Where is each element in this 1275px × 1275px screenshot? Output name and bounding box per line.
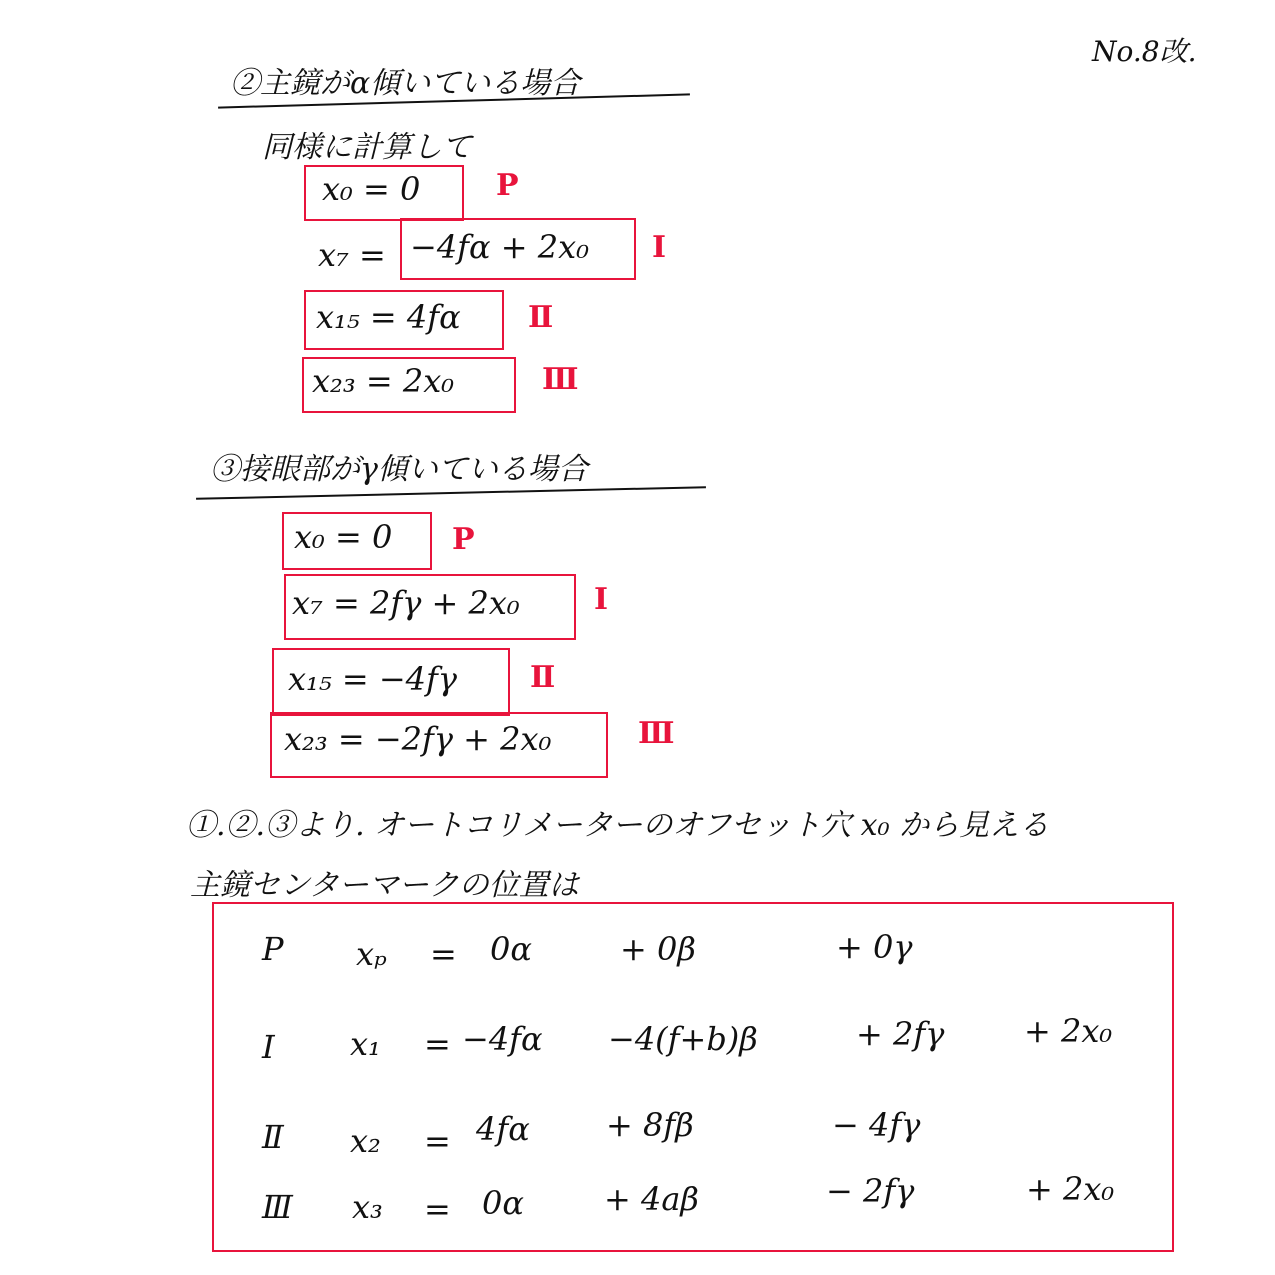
equation-lhs: x₇ =: [318, 236, 386, 274]
section2-heading: ②主鏡がα傾いている場合: [230, 66, 581, 101]
label-p: P: [496, 168, 519, 203]
conclusion-line2: 主鏡センターマークの位置は: [190, 868, 579, 903]
label-i: Ⅰ: [594, 582, 609, 617]
equation: x₂₃ = −2fγ + 2x₀: [284, 720, 552, 758]
term-gamma: − 2fγ: [826, 1172, 915, 1210]
row-label: P: [262, 930, 284, 968]
equation: x₀ = 0: [294, 518, 393, 556]
label-ii: Ⅱ: [528, 300, 554, 335]
label-p: P: [452, 522, 475, 557]
row-equals: =: [424, 1025, 451, 1063]
conclusion-line1: ①.②.③より. オートコリメーターのオフセット穴 x₀ から見える: [186, 808, 1050, 843]
equation: x₁₅ = 4fα: [316, 298, 461, 336]
row-label: Ⅱ: [262, 1118, 284, 1156]
equation: x₇ = 2fγ + 2x₀: [292, 584, 520, 622]
term-gamma: + 0γ: [836, 928, 913, 966]
label-iii: Ⅲ: [542, 362, 579, 397]
equation: x₀ = 0: [322, 170, 421, 208]
label-ii: Ⅱ: [530, 660, 556, 695]
term-offset: + 2x₀: [1026, 1170, 1115, 1208]
row-label: Ⅲ: [262, 1188, 293, 1226]
equation: x₁₅ = −4fγ: [288, 660, 457, 698]
section2-intro: 同様に計算して: [262, 130, 472, 165]
term-alpha: −4fα: [462, 1020, 543, 1058]
heading-underline: [196, 486, 706, 500]
term-alpha: 4fα: [476, 1110, 530, 1148]
term-beta: + 8fβ: [606, 1106, 694, 1144]
term-gamma: + 2fγ: [856, 1015, 945, 1053]
row-equals: =: [430, 935, 457, 973]
row-lhs: xₚ: [356, 935, 387, 973]
term-alpha: 0α: [482, 1184, 524, 1222]
row-lhs: x₁: [350, 1025, 381, 1063]
page-number: No.8改.: [1092, 35, 1197, 68]
equation: x₂₃ = 2x₀: [312, 362, 455, 400]
row-lhs: x₃: [352, 1188, 383, 1226]
label-iii: Ⅲ: [638, 716, 675, 751]
row-equals: =: [424, 1190, 451, 1228]
term-offset: + 2x₀: [1024, 1012, 1113, 1050]
label-i: Ⅰ: [652, 230, 667, 265]
equation: −4fα + 2x₀: [410, 228, 590, 266]
term-beta: + 0β: [620, 930, 696, 968]
row-equals: =: [424, 1122, 451, 1160]
term-alpha: 0α: [490, 930, 532, 968]
term-gamma: − 4fγ: [832, 1106, 921, 1144]
term-beta: −4(f+b)β: [608, 1020, 758, 1058]
term-beta: + 4aβ: [604, 1180, 699, 1218]
row-lhs: x₂: [350, 1122, 381, 1160]
section3-heading: ③接眼部がγ傾いている場合: [210, 452, 588, 487]
row-label: Ⅰ: [262, 1028, 275, 1066]
